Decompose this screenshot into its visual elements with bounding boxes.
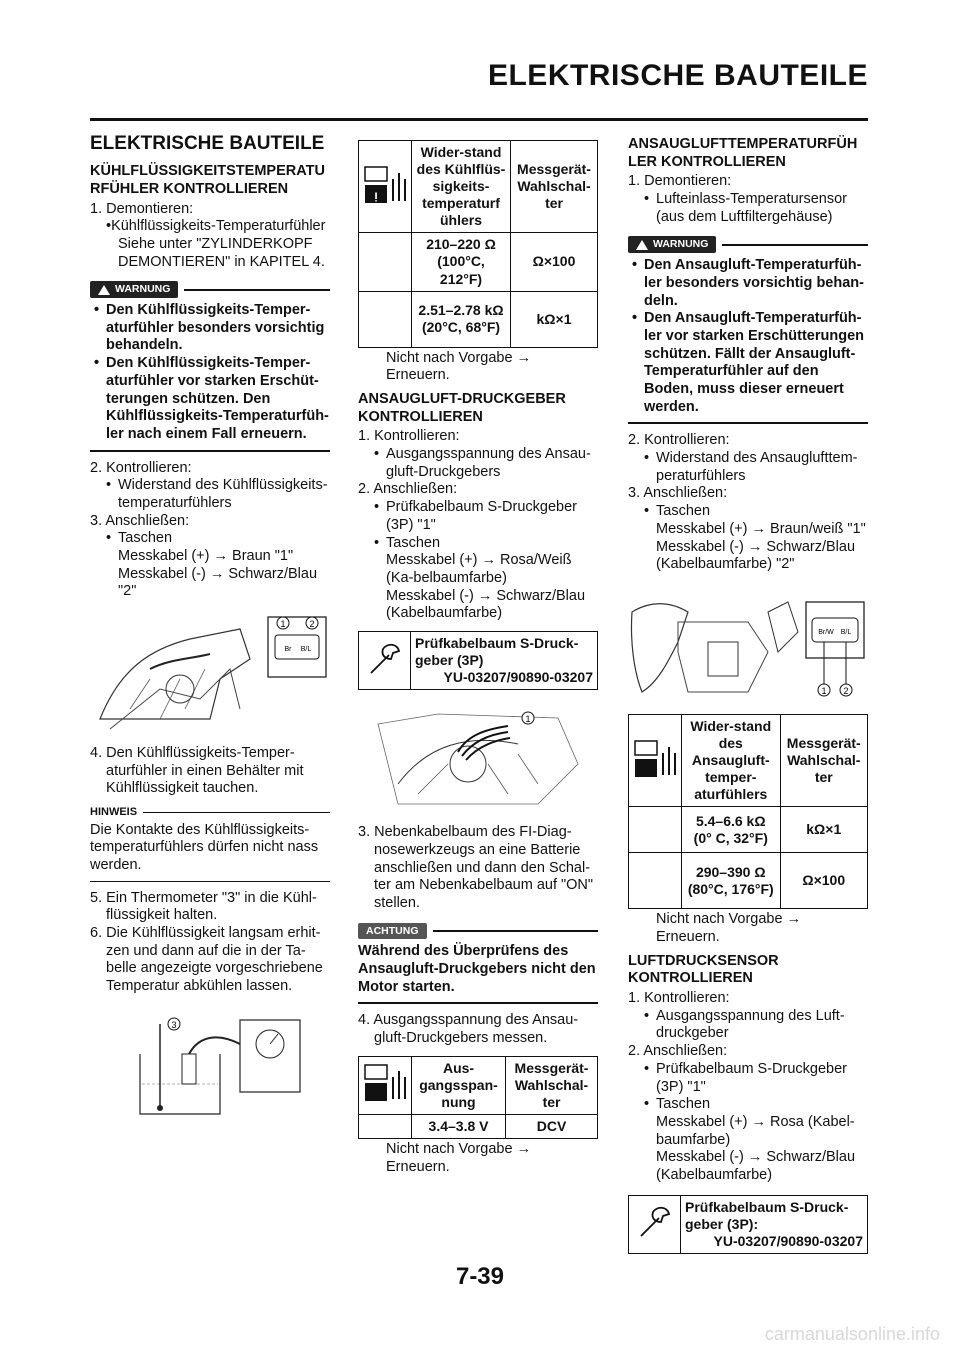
step-item: Messkabel (+) → Rosa (Kabel-baumfarbe)	[656, 1113, 855, 1148]
spec-table-coolant-resistance	[358, 140, 598, 348]
table-cell: kΩ×1	[780, 807, 867, 853]
motorcycle-engine-illustration	[90, 609, 330, 741]
figure-label: 1	[280, 619, 286, 630]
step-item: Messkabel (-) → Schwarz/Blau (Kabelbaumfarbe)	[386, 587, 586, 622]
subsection-title: ANSAUGLUFT-DRUCKGEBER KONTROLLIEREN	[358, 391, 566, 425]
step-item: • Prüfkabelbaum S-Druckgeber (3P) "1"	[628, 1061, 868, 1096]
figure-label: 3	[171, 1019, 177, 1030]
figure-label: 2	[309, 619, 315, 630]
column-middle	[358, 140, 598, 1177]
tool-code: YU-03207/90890-03207	[713, 1232, 863, 1249]
table-cell: 2.51–2.78 kΩ (20°C, 68°F)	[412, 291, 511, 347]
step: 2. Kontrollieren:	[90, 459, 192, 476]
note-header: HINWEIS	[90, 806, 330, 819]
step-item: Messkabel (-) → Schwarz/Blau "2"	[118, 565, 318, 600]
step: 1. Kontrollieren:	[358, 428, 460, 445]
warning-header	[90, 281, 330, 298]
table-cell: DCV	[506, 1115, 598, 1139]
table-header: Aus-gangsspan-nung	[412, 1056, 506, 1114]
figure-intake-temp-sensor	[628, 592, 868, 702]
column-right	[628, 130, 868, 1254]
warning-item: • Den Ansaugluft-Temperaturfüh-ler besonders vorsichtig behan-deln.	[628, 257, 868, 310]
step: 2. Anschließen:	[628, 1043, 728, 1060]
page-header-title: ELEKTRISCHE BAUTEILE	[487, 59, 868, 92]
tool-table	[358, 631, 598, 690]
warning-body	[628, 257, 868, 416]
warning-body	[90, 302, 330, 444]
header-rule	[90, 118, 868, 121]
step-item: • Lufteinlass-Temperatursensor (aus dem Luftfiltergehäuse)	[628, 191, 868, 226]
tool-icon	[629, 1195, 681, 1253]
table-cell: 5.4–6.6 kΩ (0° C, 32°F)	[682, 807, 781, 853]
figure-thermometer	[90, 1014, 330, 1126]
spec-table-output-voltage	[358, 1056, 598, 1139]
step: 6. Die Kühlflüssigkeit langsam erhit-zen und dann auf die in der Ta-belle angezeigte vorgeschriebene Temperatur abkühlen lassen.	[90, 925, 323, 995]
tool-code: YU-03207/90890-03207	[443, 669, 593, 686]
multimeter-icon	[359, 141, 412, 233]
step: 5. Ein Thermometer "3" in die Kühl-flüssigkeit halten.	[90, 889, 317, 924]
tool-icon	[359, 631, 411, 689]
warning-icon	[98, 285, 110, 295]
step-item: Messkabel (-) → Schwarz/Blau (Kabelbaumfarbe) "2"	[656, 538, 856, 573]
subsection-title: KÜHLFLÜSSIGKEITSTEMPERATU RFÜHLER KONTROLLIEREN	[90, 163, 325, 197]
wire-color-label: B/L	[840, 628, 852, 636]
table-header: Wider-stand des Ansaugluft-temper-aturfühlers	[682, 714, 781, 806]
figure-label: 1	[821, 685, 827, 696]
table-header: Wider-stand des Kühlflüs-sigkeits-temperaturf ühlers	[412, 141, 511, 233]
tool-name: Prüfkabelbaum S-Druck-geber (3P)	[415, 634, 579, 669]
step-item: • Taschen	[358, 535, 598, 553]
step: 2. Kontrollieren:	[628, 432, 730, 449]
spec-table-intake-resistance	[628, 714, 868, 909]
step-item: Siehe unter "ZYLINDERKOPF DEMONTIEREN" in KAPITEL 4.	[118, 235, 325, 270]
table-cell: 210–220 Ω (100°C, 212°F)	[412, 233, 511, 291]
caution-body: Während des Überprüfens des Ansaugluft-Druckgebers nicht den Motor starten.	[358, 943, 596, 995]
step: 1. Demontieren:	[90, 200, 194, 217]
page-number: 7-39	[455, 1263, 505, 1290]
warning-item: • Den Kühlflüssigkeits-Temper-aturfühler besonders vorsichtig behandeln.	[90, 302, 330, 355]
table-cell: Ω×100	[511, 233, 598, 291]
figure-sensor-connection	[90, 609, 330, 741]
wire-color-label: Br	[284, 646, 292, 654]
step-item: • Widerstand des Kühlflüssigkeits-temperaturfühlers	[90, 477, 330, 512]
table-note: Nicht nach Vorgabe → Erneuern.	[386, 1141, 532, 1175]
wire-color-label: B/L	[300, 646, 312, 654]
note-body: Die Kontakte des Kühlflüssigkeits-temperaturfühlers dürfen nicht nass werden.	[90, 821, 319, 873]
step-item: Messkabel (-) → Schwarz/Blau (Kabelbaumfarbe)	[656, 1149, 856, 1183]
step-item: Messkabel (+) → Braun "1"	[118, 548, 294, 565]
warning-item: • Den Kühlflüssigkeits-Temper-aturfühler vor starken Erschüt-terungen schützen. Den Kühlflüssigkeits-Temperaturfüh-ler nach einem Fall erneuern.	[90, 355, 330, 443]
svg-text:ᴉ: ᴉ	[374, 187, 378, 202]
step: 1. Kontrollieren:	[628, 990, 730, 1007]
step-item: • Taschen	[90, 530, 330, 548]
table-cell: Ω×100	[780, 853, 867, 909]
step-item: • Ausgangsspannung des Luft-druckgeber	[628, 1008, 868, 1043]
figure-label: 2	[843, 685, 849, 696]
table-note: Nicht nach Vorgabe → Erneuern.	[656, 911, 802, 945]
step-item: Messkabel (+) → Braun/weiß "1"	[656, 520, 866, 537]
step-item: • Taschen	[628, 503, 868, 521]
table-cell: kΩ×1	[511, 291, 598, 347]
figure-intake-pressure-sensor	[358, 704, 598, 814]
step: 3. Anschließen:	[90, 512, 190, 529]
step: 4. Ausgangsspannung des Ansau-gluft-Druckgebers messen.	[358, 1012, 579, 1047]
tool-table	[628, 1195, 868, 1254]
watermark: carmanualsonline.info	[764, 1324, 940, 1345]
tool-name: Prüfkabelbaum S-Druck-geber (3P):	[685, 1198, 849, 1232]
warning-icon	[636, 240, 648, 250]
warning-badge: WARNUNG	[90, 281, 178, 298]
step: 3. Nebenkabelbaum des FI-Diag-nosewerkzeugs an eine Batterie anschließen und dann den Schal-ter am Nebenkabelbaum auf "ON" stellen.	[358, 824, 594, 911]
engine-harness-illustration	[358, 704, 598, 814]
multimeter-icon	[629, 714, 682, 806]
caution-badge: ACHTUNG	[358, 923, 427, 940]
step-item: • Taschen	[628, 1096, 868, 1114]
table-cell: 290–390 Ω (80°C, 176°F)	[682, 853, 781, 909]
table-note: Nicht nach Vorgabe → Erneuern.	[386, 349, 532, 384]
table-header: Messgerät-Wahlschal-ter	[506, 1056, 598, 1114]
step-item: Messkabel (+) → Rosa/Weiß (Ka-belbaumfarbe)	[386, 552, 572, 586]
caution-header	[358, 923, 598, 940]
wire-color-label: Br/W	[818, 628, 834, 636]
step: 3. Anschließen:	[628, 485, 728, 502]
figure-label: 1	[525, 714, 531, 725]
table-cell: 3.4–3.8 V	[412, 1115, 506, 1139]
warning-item: • Den Ansaugluft-Temperaturfüh-ler vor starken Erschütterungen schützen. Fällt der Ansaugluft-Temperaturfühler auf den Boden, muss dieser erneuert werden.	[628, 310, 868, 416]
column-left	[90, 130, 330, 1126]
step: 1. Demontieren:	[628, 173, 732, 190]
section-title: ELEKTRISCHE BAUTEILE	[90, 133, 325, 154]
subsection-title: LUFTDRUCKSENSOR KONTROLLIEREN	[628, 952, 779, 987]
multimeter-icon	[359, 1056, 412, 1114]
air-filter-housing-illustration	[628, 592, 868, 702]
step-item: • Ausgangsspannung des Ansau-gluft-Druckgebers	[358, 446, 598, 481]
step-item: •Kühlflüssigkeits-Temperaturfühler	[106, 218, 326, 235]
step-item: • Prüfkabelbaum S-Druckgeber (3P) "1"	[358, 499, 598, 534]
warning-header	[628, 236, 868, 253]
thermometer-illustration	[90, 1014, 330, 1126]
table-header: Messgerät-Wahlschal-ter	[511, 141, 598, 233]
step: 4. Den Kühlflüssigkeits-Temper-aturfühler in einen Behälter mit Kühlflüssigkeit tauchen.	[90, 745, 304, 797]
step-item: • Widerstand des Ansauglufttem-peraturfühlers	[628, 450, 868, 485]
step: 2. Anschließen:	[358, 481, 458, 498]
table-header: Messgerät-Wahlschal-ter	[780, 714, 867, 806]
warning-badge: WARNUNG	[628, 236, 716, 253]
subsection-title: ANSAUGLUFTTEMPERATURFÜH LER KONTROLLIEREN	[628, 136, 858, 170]
